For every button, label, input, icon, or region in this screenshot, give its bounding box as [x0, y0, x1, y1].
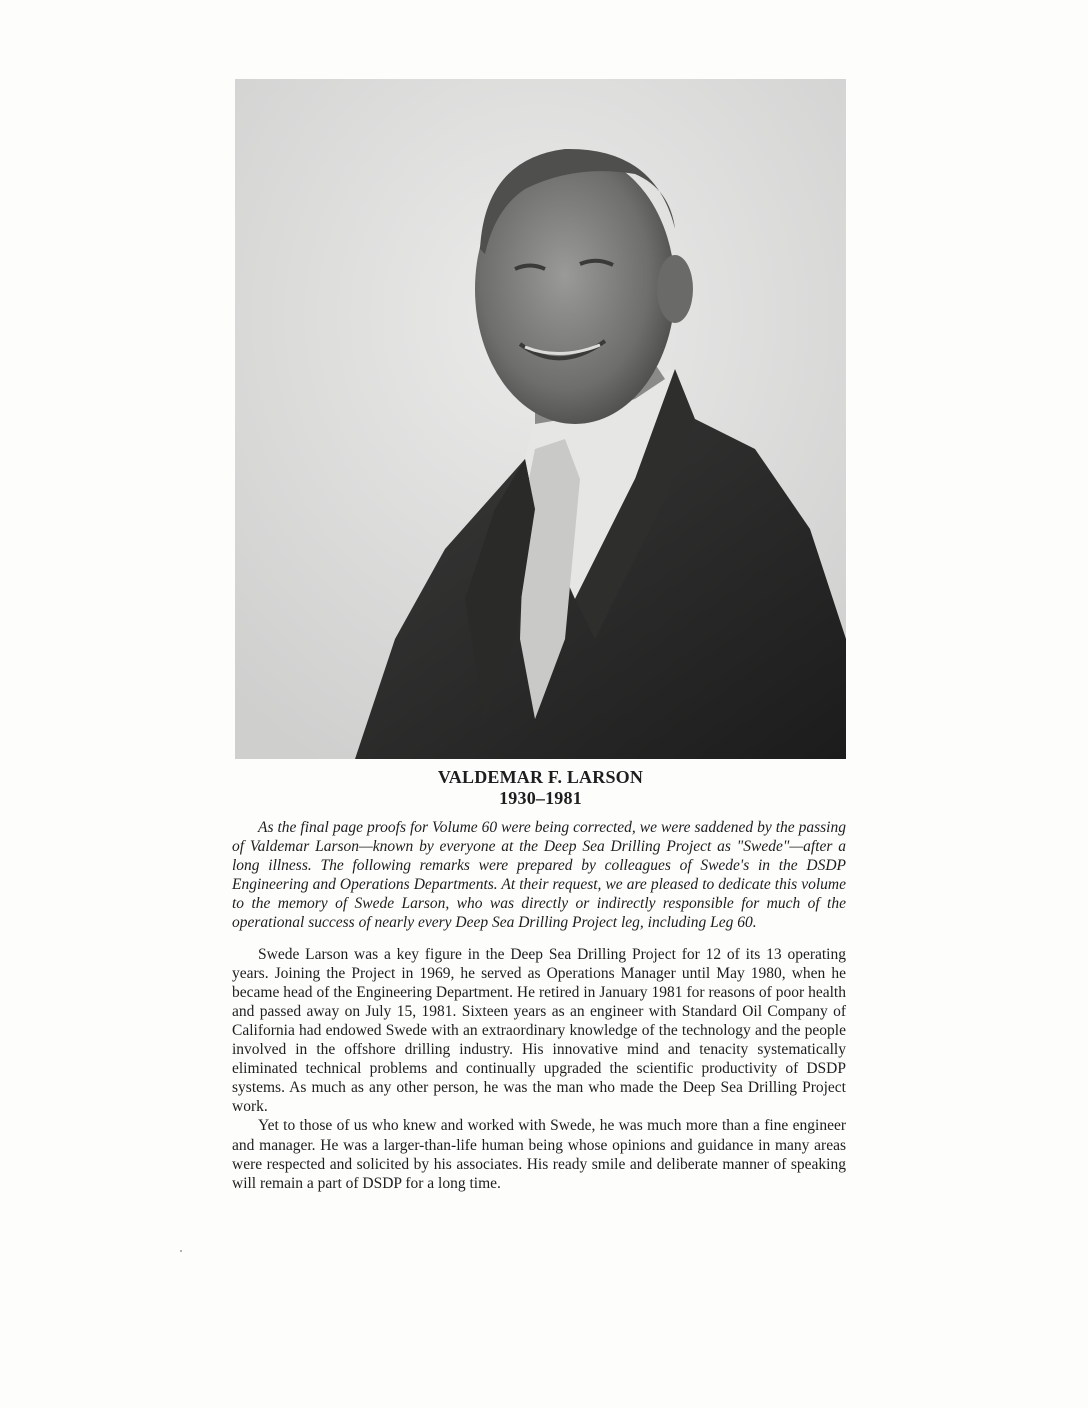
life-years: 1930–1981 — [499, 788, 582, 808]
scan-speck — [180, 1250, 182, 1252]
body-paragraph-2: Yet to those of us who knew and worked with Swede, he was much more than a fine engineer and manager. He was a larger-than-life human being whose opinions and guidance in many areas were respected and solicited by his associates. His ready smile and deliberate manner of speaking will remain a part of DSDP for a long time. — [232, 1117, 846, 1192]
dedication-paragraph: As the final page proofs for Volume 60 were being corrected, we were saddened by the passing of Valdemar Larson—known by everyone at the Deep Sea Drilling Project as "Swede"—after a long illness. The following remarks were prepared by colleagues of Swede's in the DSDP Engineering and Operations Departments. At their request, we are pleased to dedicate this volume to the memory of Swede Larson, who was directly or indirectly responsible for much of the operational success of nearly every Deep Sea Drilling Project leg, including Leg 60. — [232, 819, 846, 932]
portrait-photo — [235, 79, 846, 759]
body-paragraph-1: Swede Larson was a key figure in the Deep Sea Drilling Project for 12 of its 13 operating years. Joining the Project in 1969, he served as Operations Manager until May 1980, when he became head of the Engineering Department. He retired in January 1981 for reasons of poor health and passed away on July 15, 1981. Sixteen years as an engineer with Standard Oil Company of California had endowed Swede with an extraordinary knowledge of the technology and the people involved in the offshore drilling industry. His innovative mind and tenacity systematically eliminated technical problems and continually upgraded the scientific productivity of DSDP systems. As much as any other person, he was the man who made the Deep Sea Drilling Project work. — [232, 945, 846, 1116]
person-name: VALDEMAR F. LARSON — [437, 767, 644, 787]
memorial-text — [232, 818, 846, 1193]
memorial-heading — [235, 767, 846, 809]
